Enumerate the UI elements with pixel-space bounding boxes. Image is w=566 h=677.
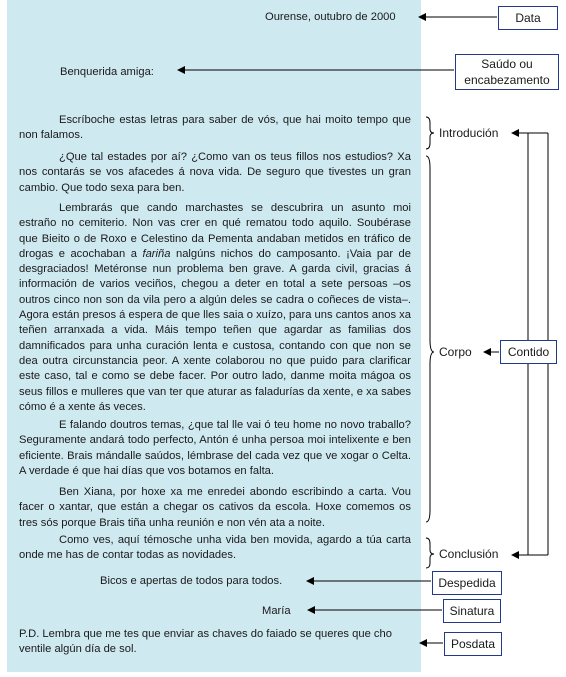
label-contido: Contido (500, 340, 557, 364)
label-posdata: Posdata (444, 632, 502, 656)
letter-body-paragraph-1: ¿Que tal estades por aí? ¿Como van os teus fillos nos estudios? Xa nos contarás se vos afacedes á nova vida. De seguro que tivestes un gran cambio. Que todo sexa para ben. (19, 151, 411, 194)
label-introducion: Introdución (439, 126, 499, 140)
label-corpo: Corpo (439, 345, 472, 359)
label-sinatura: Sinatura (443, 599, 501, 623)
letter-postscript: P.D. Lembra que me tes que enviar as chaves do faiado se queres que cho ventile algún día de sol. (19, 628, 392, 656)
letter-signature: María (262, 605, 291, 617)
brace-introducion (426, 117, 434, 149)
letter-date: Ourense, outubro de 2000 (265, 11, 396, 23)
brace-corpo (426, 156, 434, 522)
letter-salutation: Benquerida amiga: (60, 66, 154, 78)
letter-body-paragraph-4: Ben Xiana, por hoxe xa me enredei abondo escribindo a carta. Vou facer o xantar, que están a chegar os cativos da escola. Hoxe comemos os tres sós porque Brais tiña unha reunión e non vén ata a noite. (19, 486, 411, 529)
letter-conclusion: Como ves, aquí témosche unha vida ben movida, agardo a túa carta onde me has de contar todas as novidades. (19, 534, 411, 562)
paragraph-2-text-start: Lembrarás que cando marchastes se descubrira un asunto moi estraño no cemiterio. Non vas crer en qué rematou todo aquilo. Soubérase que Bieito o de Roxo e Celestino da Pementa andaban metidos en tráfico de drogas e acochaban a (19, 202, 411, 260)
letter-farewell: Bicos e apertas de todos para todos. (100, 575, 283, 587)
letter-body-paragraph-3: E falando doutros temas, ¿que tal lle vai ó teu home no novo traballo? Seguramente andará todo perfecto, Antón é unha persoa moi intelixente e ben eficiente. Brais mándalle saúdos, lémbrase del cada vez que ve xogar o Celta. A verdade é que hai días que vos botamos en falta. (19, 419, 411, 477)
paragraph-2-italic-word: fariña (142, 247, 171, 260)
brace-conclusion (426, 538, 434, 568)
label-saudo: Saúdo ou encabezamento (455, 54, 559, 90)
label-despedida: Despedida (432, 571, 502, 595)
paragraph-2-text-end: nalgúns nichos do camposanto. ¡Vaia par de desgraciados! Metéronse nun problema ben grave. A garda civil, gracias á información de varios veciños, chegou a deter en total a sete persoas –os outros cinco non son da vila pero a algún deles se cadra o coñeces de vista–. Agora están presos á espera de que lles saia o xuízo, para uns cantos anos xa teñen arranxada a vida. Máis tempo teñen que agardar as familias dos damnificados para unha curación lenta e custosa, contando con que non se dea outra circunstancia peor. A xente colaborou no que puido para clarificar este caso, tal e como se debe facer. Por outro lado, danme moita mágoa os seus fillos e mulleres que van ter que aturar as faladurías da xente, e xa sabes cómo é a xente ás veces. (19, 247, 412, 413)
label-data: Data (498, 6, 558, 30)
label-conclusion: Conclusión (439, 547, 499, 561)
letter-introduction: Escríboche estas letras para saber de vós, que hai moito tempo que non falamos. (19, 114, 411, 142)
